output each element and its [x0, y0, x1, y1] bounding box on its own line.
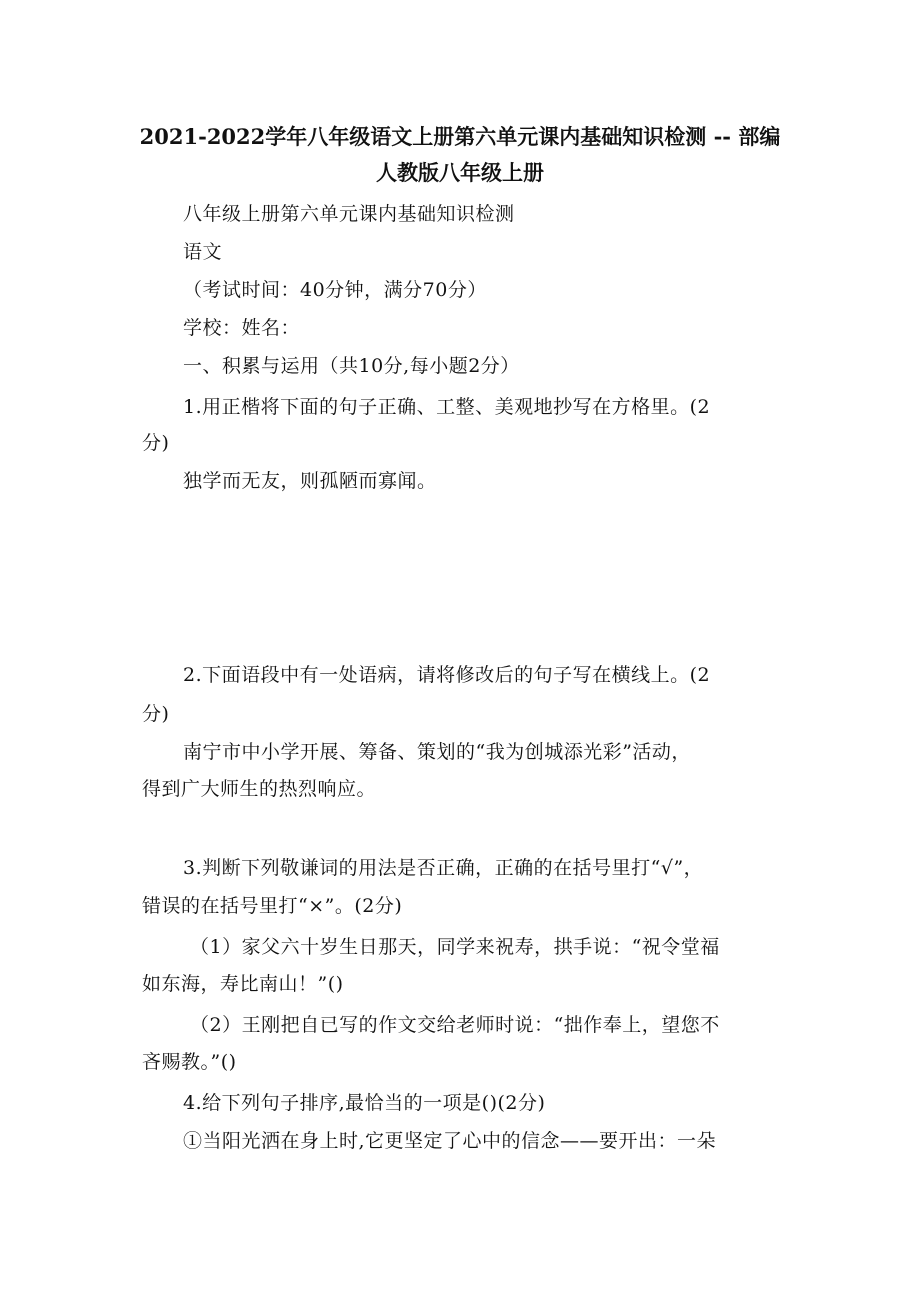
subtitle: 八年级上册第六单元课内基础知识检测: [183, 203, 515, 225]
subject-label: 语文: [183, 241, 223, 263]
question-2-passage-line-1: 南宁市中小学开展、筹备、策划的“我为创城添光彩”活动，: [183, 741, 691, 763]
question-3-item-1-line-2: 如东海，寿比南山！”(): [142, 973, 344, 995]
question-1-sentence: 独学而无友，则孤陋而寡闻。: [183, 470, 437, 492]
question-3-item-1-line-1: （1）家父六十岁生日那天，同学来祝寿，拱手说：“祝令堂福: [190, 936, 720, 958]
question-3-line-2: 错误的在括号里打“×”。(2分): [142, 895, 403, 917]
question-3-item-2-line-2: 吝赐教。”(): [142, 1051, 237, 1073]
school-name-line: 学校：姓名：: [183, 317, 301, 339]
question-2-passage-line-2: 得到广大师生的热烈响应。: [142, 778, 377, 800]
question-1-line-2: 分): [142, 432, 170, 454]
question-3-item-2-line-1: （2）王刚把自已写的作文交给老师时说：“拙作奉上，望您不: [190, 1014, 720, 1036]
question-4-sentence-1: ①当阳光洒在身上时,它更坚定了心中的信念——要开出：一朵: [183, 1130, 717, 1152]
document-title-line-1: 2021-2022学年八年级语文上册第六单元课内基础知识检测 -- 部编: [139, 124, 781, 149]
exam-info: （考试时间：40分钟，满分70分）: [183, 279, 487, 301]
document-title-line-2: 人教版八年级上册: [376, 160, 544, 185]
question-2-line-1: 2.下面语段中有一处语病，请将修改后的句子写在横线上。(2: [183, 664, 711, 686]
question-2-line-2: 分): [142, 703, 170, 725]
question-3-line-1: 3.判断下列敬谦词的用法是否正确，正确的在括号里打“√”，: [183, 857, 704, 879]
question-4-line: 4.给下列句子排序,最恰当的一项是()(2分): [183, 1092, 546, 1114]
section-heading: 一、积累与运用（共10分,每小题2分）: [183, 355, 520, 377]
question-1-line-1: 1.用正楷将下面的句子正确、工整、美观地抄写在方格里。(2: [183, 396, 711, 418]
